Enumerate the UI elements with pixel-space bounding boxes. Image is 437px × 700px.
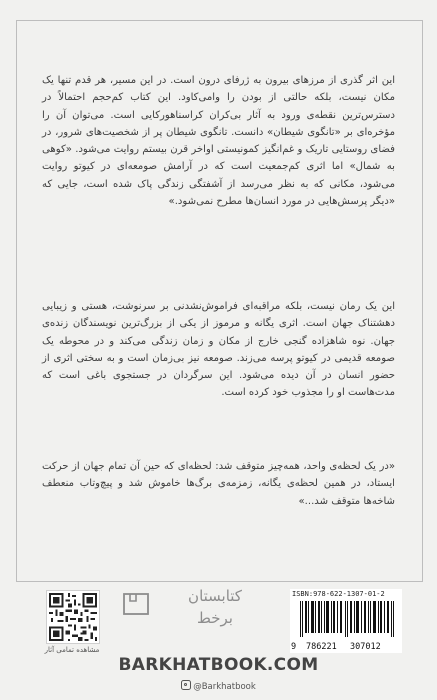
instagram-line bbox=[0, 680, 437, 692]
barcode-digits-left: 786221 bbox=[306, 642, 337, 652]
publisher-logo-line1: کتابستان bbox=[188, 587, 242, 605]
website-url: BARKHATBOOK.COM bbox=[118, 655, 319, 675]
barcode-icon bbox=[300, 601, 396, 637]
instagram-icon bbox=[181, 680, 191, 690]
qr-caption: مشاهده تمامی آثار bbox=[44, 646, 100, 654]
instagram-handle: @Barkhatbook bbox=[193, 682, 256, 692]
description-paragraph-2: این یک رمان نیست، بلکه مراقبه‌ای فراموش‌نشدنی بر سرنوشت، هستی و زیبایی دهشتناک جهان است. اثری یگانه و مرموز از یکی از بزرگ‌ترین نویسندگان زنده‌ی جهان. نوه شاهزاده گنجی خارج از مکان و زمان زندگی می‌کند و در محوطه یک صومعه قدیمی در کیوتو پرسه می‌زند. صومعه نیز بی‌زمان است و به سختی اثری از حضور انسان در آن دیده می‌شود. این سرگردان در جستجوی باغی است که مدت‌هاست او را مجذوب خود کرده است. bbox=[42, 301, 395, 399]
publisher-logo-line2: برخط bbox=[197, 609, 233, 627]
book-logo-icon bbox=[121, 589, 151, 619]
quote-paragraph: «در یک لحظه‌ی واحد، همه‌چیز متوقف شد: لحظه‌ای که حین آن تمام جهان از حرکت ایستاد، در همین لحظه‌ی یگانه، زمزمه‌ی برگ‌ها خاموش شد و پیچ‌وتاب منعطف شاخه‌ها متوقف شد...» bbox=[42, 461, 395, 507]
barcode-digit-prefix: 9 bbox=[291, 642, 297, 652]
isbn-label: ISBN:978-622-1307-01-2 bbox=[292, 590, 385, 598]
barcode-digits-right: 307012 bbox=[350, 642, 381, 652]
description-paragraph-1: این اثر گذری از مرزهای بیرون به ژرفای درون است. در این مسیر، هر قدم تنها یک مکان نیست، بلکه حالتی از بودن را وامی‌کاود. این کتاب کم‌حجم احتمالاً در دسترس‌ترین نقطه‌ی ورود به آثار بی‌کران کراسناهورکایی است. می‌توان آن را مؤخره‌ای بر «تانگوی شیطان» دانست. تانگوی شیطان پر از شخصیت‌های شرور، در فضای روستایی تاریک و غم‌انگیز کمونیستی اواخر قرن بیستم روایت می‌شود. «کوهی به شمال» اما اثری کم‌جمعیت است که در آرامش صومعه‌ای در کیوتو روایت می‌شود، مکانی که به نظر می‌رسد از آشفتگی زندگی پاک شده است، جایی که «دیگر پرسش‌هایی در مورد انسان‌ها مطرح نمی‌شود.» bbox=[42, 75, 395, 208]
qr-code-icon[interactable] bbox=[46, 590, 100, 644]
